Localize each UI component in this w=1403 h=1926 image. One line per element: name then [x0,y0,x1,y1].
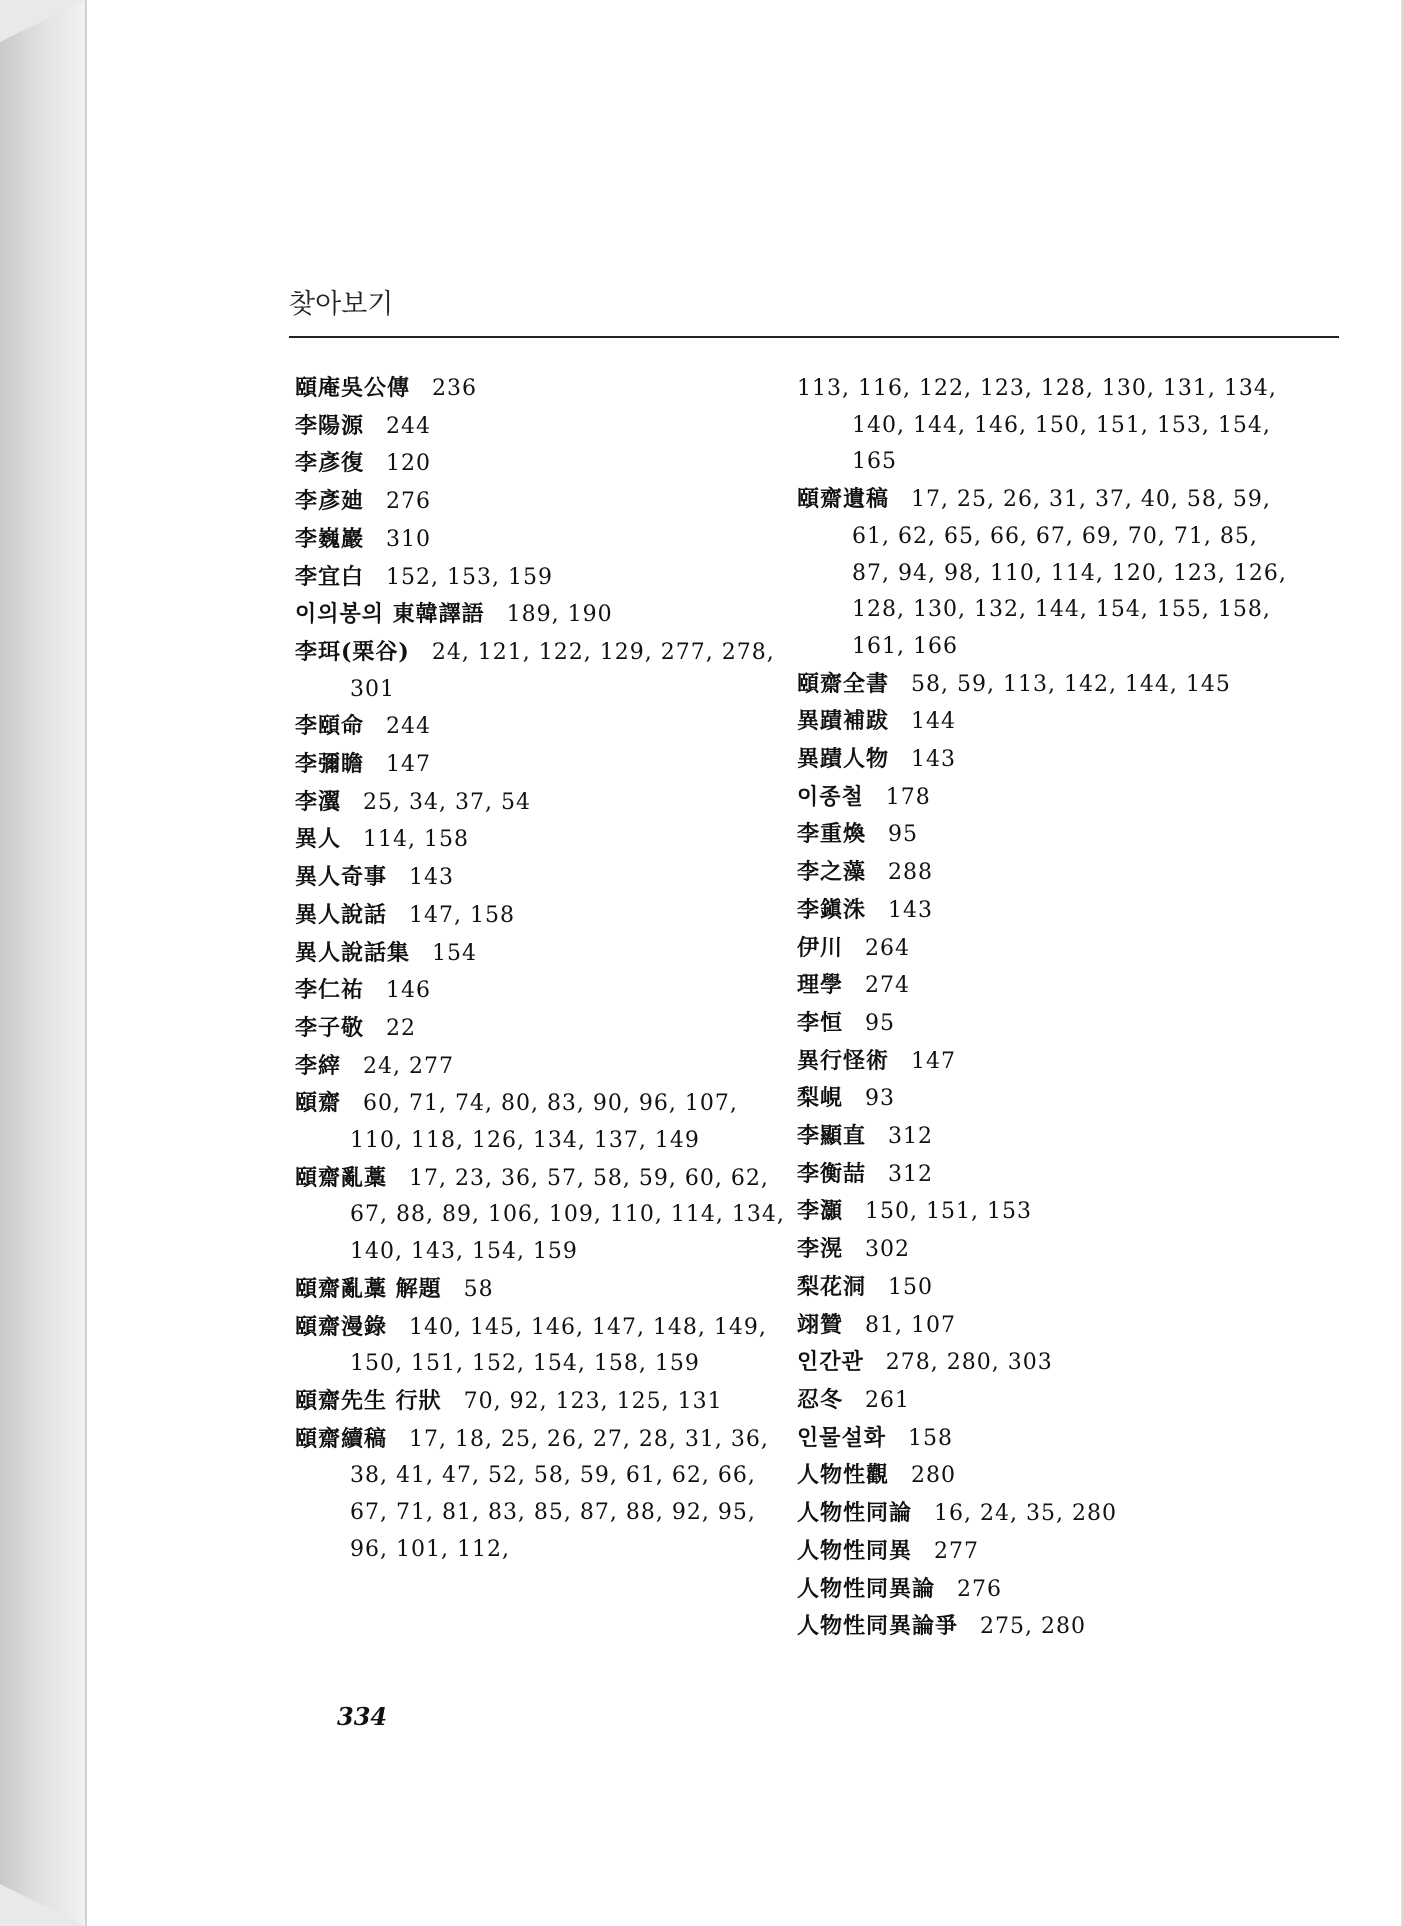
index-pages: 276 [386,489,432,515]
index-entry [295,746,785,784]
index-entry [295,972,785,1010]
index-term: 李瀷 [295,788,342,815]
index-pages: 81, 107 [865,1312,956,1338]
index-pages: 244 [386,714,432,740]
index-entry [797,1269,1287,1307]
index-entry [797,779,1287,817]
index-entry [295,370,785,408]
index-entry [295,1309,785,1383]
index-entry [797,1193,1287,1231]
index-entry [295,634,785,708]
index-entry [295,408,785,446]
index-term: 이종철 [797,783,864,810]
index-pages: 143 [911,747,957,773]
index-pages: 95 [865,1010,896,1036]
index-pages: 17, 23, 36, 57, 58, 59, 60, 62, 67, 88, 89, 106, 109, 110, 114, 134, 140, 143, 154, 159 [350,1165,785,1265]
index-term: 頤齋亂藁 解題 [295,1275,442,1302]
index-term: 忍冬 [797,1386,844,1413]
index-pages: 70, 92, 123, 125, 131 [463,1388,723,1414]
index-pages: 120 [386,451,432,477]
index-term: 伊川 [797,934,844,961]
index-entry [797,666,1287,704]
index-entry [295,483,785,521]
index-entry [295,1271,785,1309]
index-entry [295,784,785,822]
index-pages: 147, 158 [409,902,515,928]
index-term: 異人說話集 [295,939,411,966]
index-entry [797,1118,1287,1156]
index-pages: 146 [386,978,432,1004]
index-entry [797,1495,1287,1533]
index-pages: 24, 277 [363,1053,454,1079]
index-entry [295,897,785,935]
index-pages: 24, 121, 122, 129, 277, 278, 301 [350,639,775,702]
index-term: 李灝 [797,1198,844,1225]
index-pages: 150 [888,1274,934,1300]
index-term: 인간관 [797,1349,864,1376]
index-entry [797,1043,1287,1081]
index-pages: 60, 71, 74, 80, 83, 90, 96, 107, 110, 118, 126, 134, 137, 149 [350,1091,738,1154]
index-pages: 312 [888,1124,934,1150]
index-pages: 17, 25, 26, 31, 37, 40, 58, 59, 61, 62, 65, 66, 67, 69, 70, 71, 85, 87, 94, 98, 110, 114, 120, 123, 126, 128, 130, 132, 144, 154, 155, 158, 161, 166 [852,487,1287,659]
index-pages: 280 [911,1463,957,1489]
header-rule [289,336,1339,338]
index-term: 李陽源 [295,412,365,439]
index-entry [295,521,785,559]
index-pages: 274 [865,973,911,999]
index-term: 人物性同論 [797,1500,913,1527]
index-entry [797,1156,1287,1194]
index-term: 頤齋亂藁 [295,1164,388,1191]
index-pages: 236 [432,376,478,401]
index-entry [797,967,1287,1005]
index-term: 異人 [295,826,342,853]
index-entry [295,1048,785,1086]
index-term: 異人奇事 [295,864,388,891]
index-entry [797,930,1287,968]
index-term: 異蹟補跋 [797,708,890,735]
index-entry [797,1571,1287,1609]
index-term: 李子敬 [295,1014,365,1041]
index-column-left [295,370,785,1569]
index-term: 理學 [797,972,844,999]
index-entry [797,1080,1287,1118]
index-entry [797,741,1287,779]
index-term: 李仁祐 [295,977,365,1004]
index-term: 頤齋續稿 [295,1425,388,1452]
index-entry [295,445,785,483]
index-pages: 25, 34, 37, 54 [363,789,531,815]
index-pages: 17, 18, 25, 26, 27, 28, 31, 36, 38, 41, 47, 52, 58, 59, 61, 62, 66, 67, 71, 81, 83, 85, 87, 88, 92, 95, 96, 101, 112, [350,1426,769,1562]
index-entry [797,1382,1287,1420]
index-entry [295,1085,785,1159]
index-term: 李恒 [797,1009,844,1036]
index-pages: 244 [386,413,432,439]
index-entry [295,1421,785,1569]
index-pages: 114, 158 [363,827,469,853]
index-term: 李彥廸 [295,488,365,515]
index-term: 異蹟人物 [797,746,890,773]
index-term: 인물설화 [797,1424,887,1451]
index-pages: 302 [865,1237,911,1263]
index-entry [295,1010,785,1048]
index-pages: 264 [865,935,911,961]
index-entry [295,559,785,597]
index-term: 頤齋 [295,1090,342,1117]
index-term: 翊贊 [797,1311,844,1338]
index-term: 李之藻 [797,859,867,886]
index-pages: 310 [386,526,432,552]
index-pages: 150, 151, 153 [865,1199,1032,1225]
index-pages: 158 [908,1425,954,1451]
index-pages: 178 [885,784,931,810]
index-entry [797,854,1287,892]
index-entry [797,1420,1287,1458]
index-entry [295,935,785,973]
index-term: 人物性同異論爭 [797,1613,959,1640]
index-term: 이의봉의 東韓譯語 [295,601,485,628]
page-number: 334 [337,1702,388,1731]
index-pages: 276 [957,1576,1003,1602]
index-entry [797,1457,1287,1495]
index-pages: 58, 59, 113, 142, 144, 145 [911,671,1231,697]
index-term: 李彥復 [295,450,365,477]
index-term: 李頤命 [295,713,365,740]
index-term: 李衡喆 [797,1160,867,1187]
index-pages: 278, 280, 303 [885,1350,1053,1376]
index-term: 李宜白 [295,563,365,590]
index-pages: 147 [911,1048,957,1074]
index-pages: 22 [386,1015,417,1041]
index-pages: 152, 153, 159 [386,564,553,590]
index-entry [295,1383,785,1421]
index-pages: 275, 280 [980,1614,1086,1640]
index-pages: 154 [432,940,478,966]
index-term: 李縡 [295,1052,342,1079]
index-term: 異人說話 [295,901,388,928]
index-entry [295,859,785,897]
index-term: 人物性觀 [797,1462,890,1489]
index-term: 梨花洞 [797,1273,867,1300]
index-entry [295,596,785,634]
index-column-right [797,370,1287,1646]
index-term: 李珥(栗谷) [295,638,410,665]
index-term: 李鎭洙 [797,896,867,923]
book-spine [0,0,85,1926]
index-page [85,0,1403,1926]
index-entry [797,1533,1287,1571]
index-term: 頤庵吳公傳 [295,375,411,401]
index-pages: 288 [888,860,934,886]
index-term: 李滉 [797,1236,844,1263]
index-pages: 312 [888,1161,934,1187]
index-entry [797,816,1287,854]
index-term: 異行怪術 [797,1047,890,1074]
index-pages: 95 [888,822,919,848]
index-pages: 16, 24, 35, 280 [934,1501,1117,1527]
index-pages: 143 [888,897,934,923]
index-term: 頤齋全書 [797,670,890,697]
index-term: 頤齋遺稿 [797,486,890,513]
index-entry [295,708,785,746]
index-pages: 144 [911,709,957,735]
index-term: 人物性同異論 [797,1575,936,1602]
index-term: 李巍巖 [295,525,365,552]
index-entry [797,1608,1287,1646]
index-pages: 147 [386,752,432,778]
index-term: 頤齋漫錄 [295,1313,388,1340]
index-pages: 93 [865,1086,896,1112]
index-pages: 277 [934,1538,980,1564]
index-term: 李彌瞻 [295,751,365,778]
index-term: 頤齋先生 行狀 [295,1387,442,1414]
index-entry [797,892,1287,930]
index-entry [797,481,1287,666]
index-pages: 113, 116, 122, 123, 128, 130, 131, 134, 140, 144, 146, 150, 151, 153, 154, 165 [797,376,1277,475]
index-entry [797,703,1287,741]
index-term: 李重煥 [797,821,867,848]
index-pages: 143 [409,865,455,891]
index-term: 人物性同異 [797,1537,913,1564]
index-pages: 189, 190 [506,602,613,628]
index-entry [797,1344,1287,1382]
index-entry [295,1160,785,1271]
index-entry-continued [797,370,1287,481]
index-entry [797,1307,1287,1345]
page-header: 찾아보기 [289,289,394,320]
index-entry [295,821,785,859]
index-pages: 58 [463,1276,494,1302]
index-term: 梨峴 [797,1085,844,1112]
index-pages: 140, 145, 146, 147, 148, 149, 150, 151, 152, 154, 158, 159 [350,1314,767,1377]
index-pages: 261 [865,1387,911,1413]
index-entry [797,1005,1287,1043]
index-term: 李顯直 [797,1123,867,1150]
index-entry [797,1231,1287,1269]
